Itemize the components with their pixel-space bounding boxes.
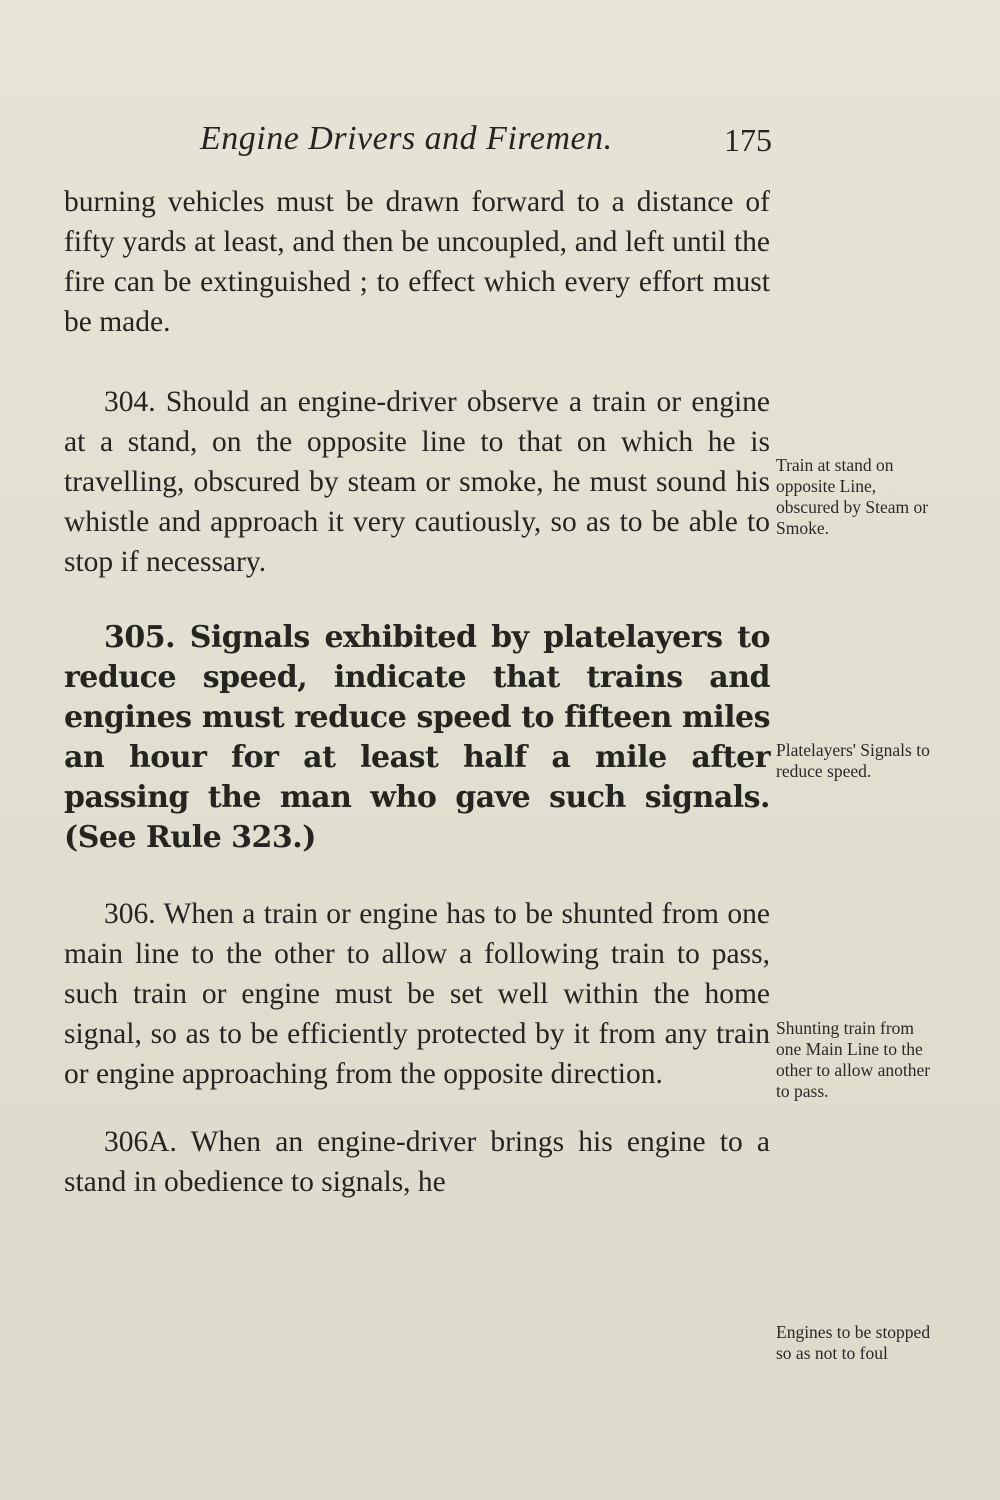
- main-text-column: [64, 182, 770, 1202]
- margin-note-306a: Engines to be stopped so as not to foul: [776, 1322, 931, 1363]
- running-title: Engine Drivers and Firemen.: [200, 120, 613, 157]
- page-number: 175: [724, 122, 772, 158]
- margin-note-306: Shunting train from one Main Line to the other to allow another to pass.: [776, 1018, 931, 1101]
- paragraph-306a: 306A. When an engine-driver brings his engine to a stand in obedience to signals, he: [64, 1126, 770, 1198]
- margin-note-304: Train at stand on opposite Line, obscured by Steam or Smoke.: [776, 455, 929, 538]
- margin-note-305: Platelayers' Signals to reduce speed.: [776, 740, 930, 781]
- paragraph-303-continuation: burning vehicles must be drawn forward to a distance of fifty yards at least, and then be uncoupled, and left until the fire can be extinguished ; to effect which every effort must be made.: [64, 186, 770, 338]
- paragraph-305: 305. Signals exhibited by platelayers to reduce speed, indicate that trains and engines must reduce speed to fifteen miles an hour for at least half a mile after passing the man who gave such signals. (See Rule 323.): [64, 620, 770, 855]
- paragraph-306: 306. When a train or engine has to be shunted from one main line to the other to allow a following train to pass, such train or engine must be set well within the home signal, so as to be efficiently protected by it from any train or engine approaching from the opposite direction.: [64, 898, 770, 1090]
- paragraph-304: 304. Should an engine-driver observe a train or engine at a stand, on the opposite line to that on which he is travelling, obscured by steam or smoke, he must sound his whistle and approach it very cautiously, so as to be able to stop if necessary.: [64, 386, 770, 578]
- page-header: [200, 120, 772, 164]
